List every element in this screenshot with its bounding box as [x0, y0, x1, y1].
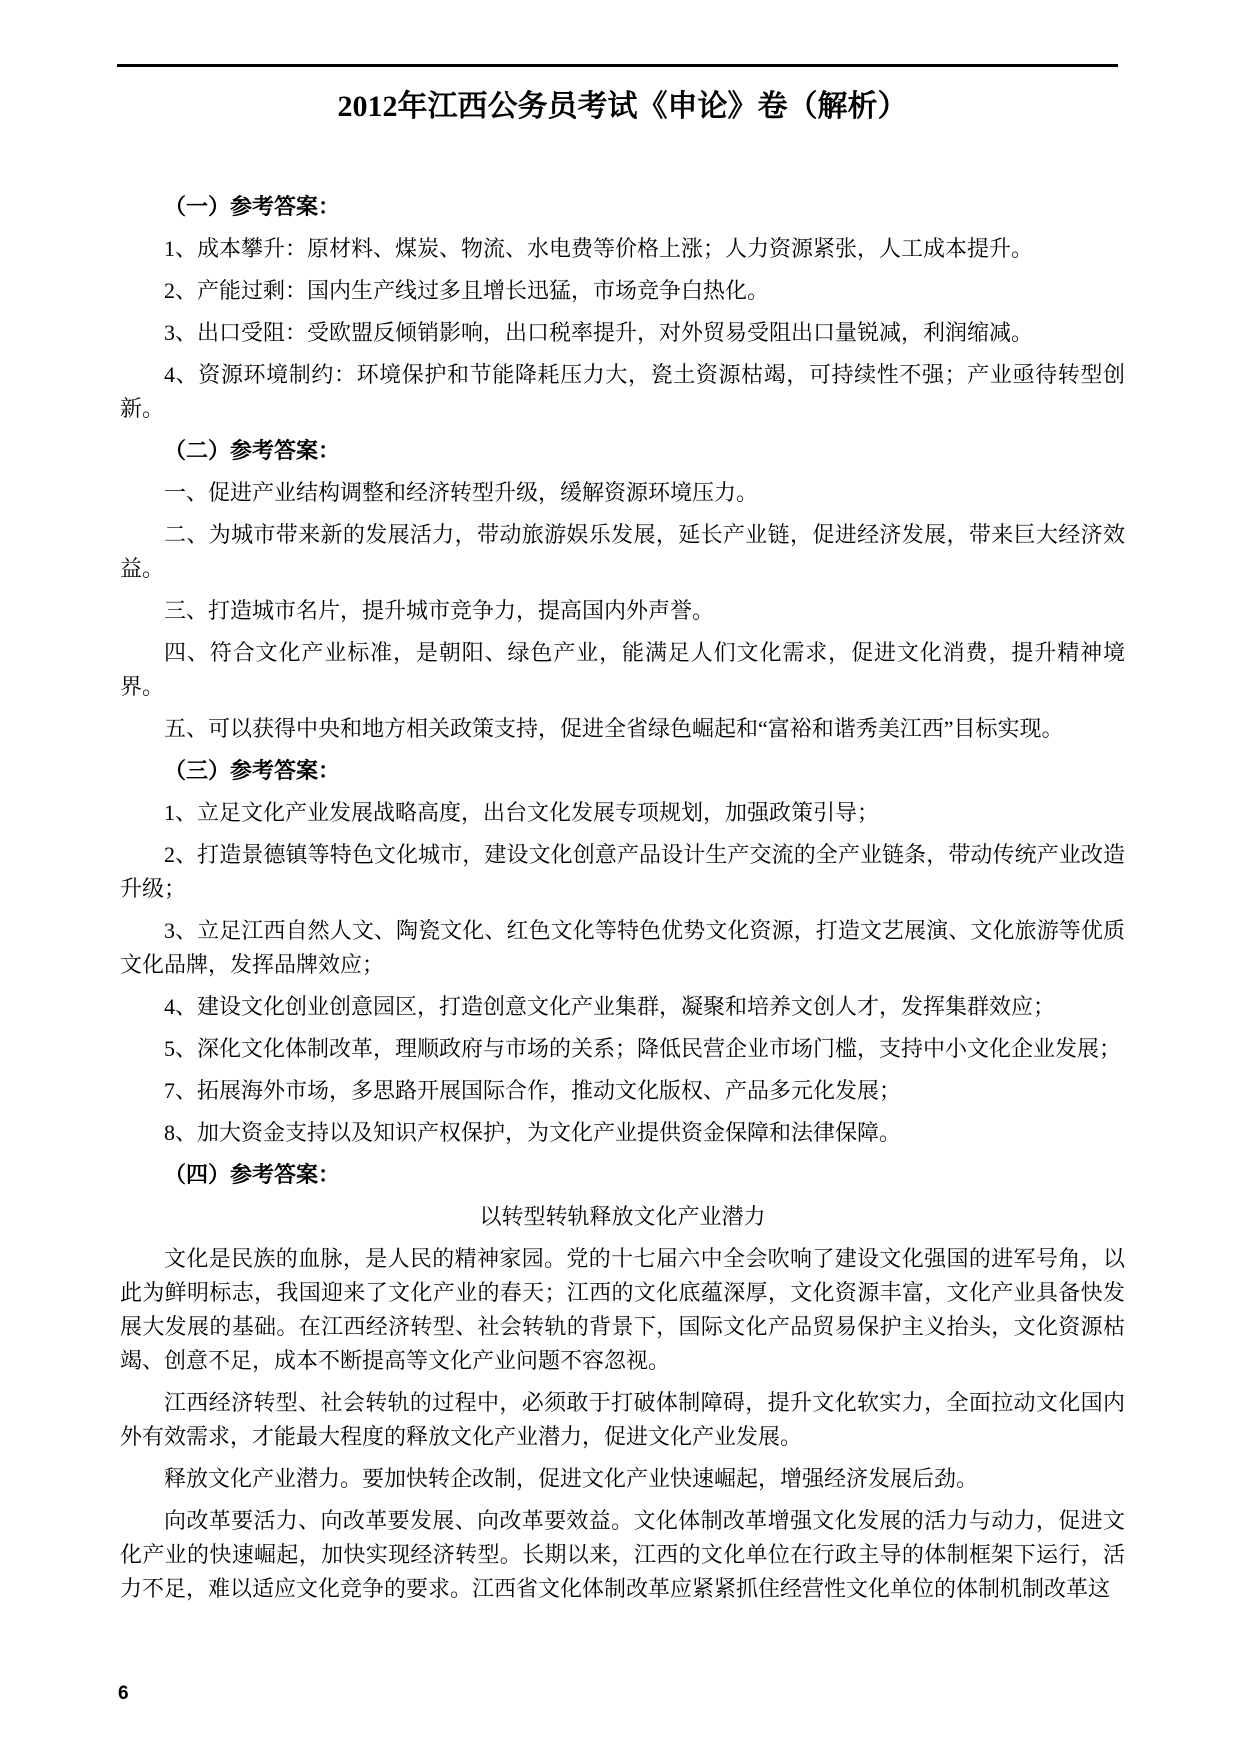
page-title: 2012年江西公务员考试《申论》卷（解析）	[337, 90, 908, 123]
section-3-heading: （三）参考答案：	[164, 758, 341, 783]
answer-paragraph: 4、建设文化创业创意园区，打造创意文化产业集群，凝聚和培养文创人才，发挥集群效应；	[164, 994, 1056, 1019]
answer-paragraph: 7、拓展海外市场，多思路开展国际合作，推动文化版权、产品多元化发展；	[164, 1078, 902, 1103]
section-answer-2	[120, 434, 1125, 746]
page-content	[120, 0, 1125, 1614]
answer-paragraph: 1、成本攀升：原材料、煤炭、物流、水电费等价格上涨；人力资源紧张，人工成本提升。	[164, 236, 1034, 261]
page-number: 6	[118, 1683, 129, 1704]
answer-paragraph: 一、促进产业结构调整和经济转型升级，缓解资源环境压力。	[164, 480, 759, 505]
answer-paragraph: 四、符合文化产业标准，是朝阳、绿色产业，能满足人们文化需求，促进文化消费，提升精神境界。	[120, 640, 1125, 699]
answer-paragraph: 2、打造景德镇等特色文化城市，建设文化创意产品设计生产交流的全产业链条，带动传统产业改造升级；	[120, 842, 1125, 901]
answer-paragraph: 5、深化文化体制改革，理顺政府与市场的关系；降低民营企业市场门槛，支持中小文化企业发展；	[164, 1036, 1122, 1061]
essay-title: 以转型转轨释放文化产业潜力	[479, 1204, 766, 1229]
answer-paragraph: 二、为城市带来新的发展活力，带动旅游娱乐发展，延长产业链，促进经济发展，带来巨大经济效益。	[120, 522, 1125, 581]
essay-paragraph: 向改革要活力、向改革要发展、向改革要效益。文化体制改革增强文化发展的活力与动力，促进文化产业的快速崛起，加快实现经济转型。长期以来，江西的文化单位在行政主导的体制框架下运行，活力不足，难以适应文化竞争的要求。江西省文化体制改革应紧紧抓住经营性文化单位的体制机制改革这	[120, 1508, 1125, 1601]
section-answer-4	[120, 1158, 1125, 1606]
answer-paragraph: 3、出口受阻：受欧盟反倾销影响，出口税率提升，对外贸易受阻出口量锐减，利润缩减。	[164, 320, 1034, 345]
section-1-heading: （一）参考答案：	[164, 194, 341, 219]
section-2-heading: （二）参考答案：	[164, 438, 341, 463]
section-4-heading: （四）参考答案：	[164, 1162, 341, 1187]
answer-paragraph: 三、打造城市名片，提升城市竞争力，提高国内外声誉。	[164, 598, 715, 623]
section-answer-3	[120, 754, 1125, 1150]
essay-paragraph: 江西经济转型、社会转轨的过程中，必须敢于打破体制障碍，提升文化软实力，全面拉动文化国内外有效需求，才能最大程度的释放文化产业潜力，促进文化产业发展。	[120, 1390, 1125, 1449]
essay-paragraph: 文化是民族的血脉，是人民的精神家园。党的十七届六中全会吹响了建设文化强国的进军号角，以此为鲜明标志，我国迎来了文化产业的春天；江西的文化底蕴深厚，文化资源丰富，文化产业具备快发展大发展的基础。在江西经济转型、社会转轨的背景下，国际文化产品贸易保护主义抬头，文化资源枯竭、创意不足，成本不断提高等文化产业问题不容忽视。	[120, 1246, 1125, 1373]
answer-paragraph: 8、加大资金支持以及知识产权保护，为文化产业提供资金保障和法律保障。	[164, 1120, 902, 1145]
essay-paragraph: 释放文化产业潜力。要加快转企改制，促进文化产业快速崛起，增强经济发展后劲。	[164, 1466, 979, 1491]
answer-paragraph: 2、产能过剩：国内生产线过多且增长迅猛，市场竞争白热化。	[164, 278, 770, 303]
answer-paragraph: 1、立足文化产业发展战略高度，出台文化发展专项规划，加强政策引导；	[164, 800, 880, 825]
answer-paragraph: 3、立足江西自然人文、陶瓷文化、红色文化等特色优势文化资源，打造文艺展演、文化旅游等优质文化品牌，发挥品牌效应；	[120, 918, 1125, 977]
answer-paragraph: 4、资源环境制约：环境保护和节能降耗压力大，瓷土资源枯竭，可持续性不强；产业亟待转型创新。	[120, 362, 1125, 421]
answer-paragraph: 五、可以获得中央和地方相关政策支持，促进全省绿色崛起和“富裕和谐秀美江西”目标实现。	[164, 716, 1064, 741]
section-answer-1	[120, 190, 1125, 426]
